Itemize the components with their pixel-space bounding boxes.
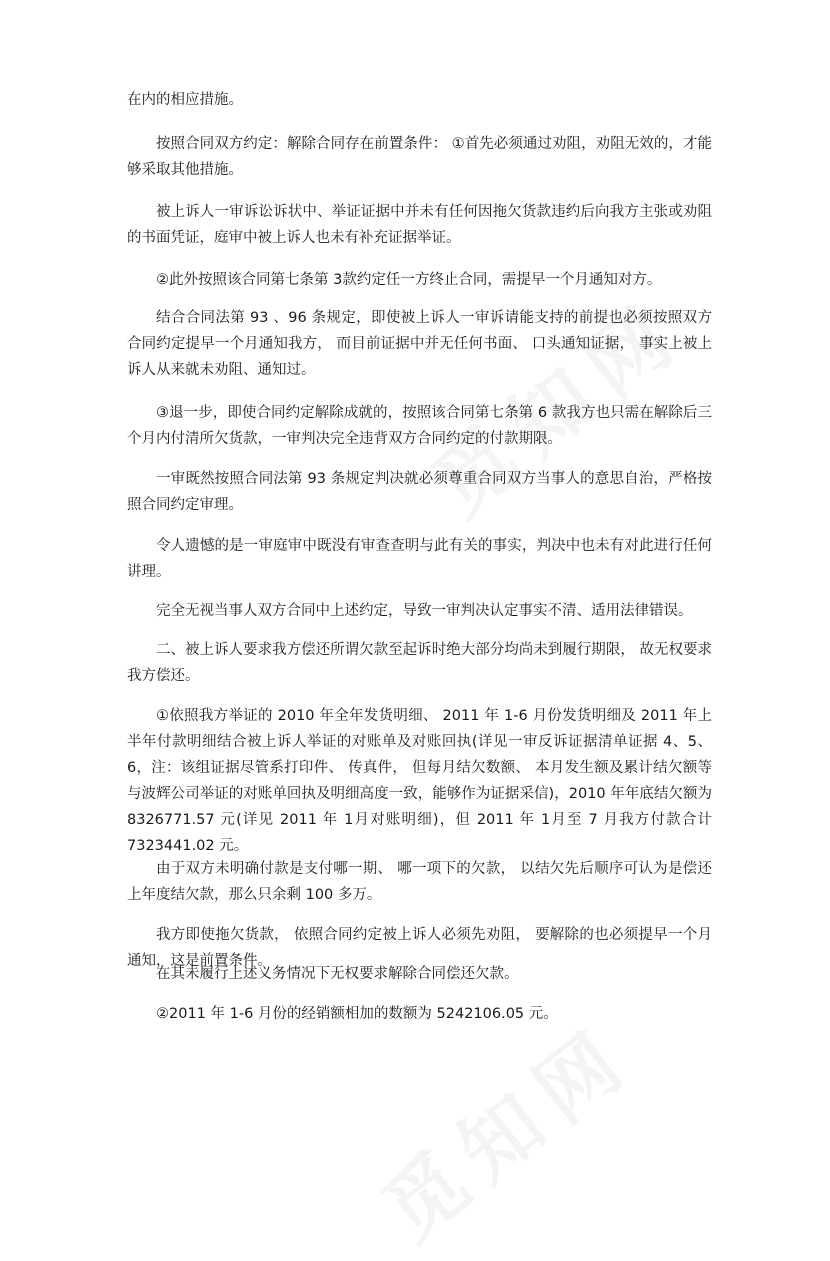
paragraph-15: ②2011 年 1-6 月份的经销额相加的数额为 5242106.05 元。 (156, 1006, 558, 1022)
paragraph-12: 由于双方未明确付款是支付哪一期、 哪一项下的欠款， 以结欠先后顺序可认为是偿还上年度结欠款，那么只余剩 100 多万。 (127, 861, 712, 903)
paragraph-1: 在内的相应措施。 (127, 92, 243, 108)
paragraph-3: 被上诉人一审诉讼诉状中、举证证据中并未有任何因拖欠货款违约后向我方主张或劝阻的书面凭证，庭审中被上诉人也未有补充证据举证。 (127, 204, 712, 246)
paragraph-11: ①依照我方举证的 2010 年全年发货明细、 2011 年 1-6 月份发货明细及 2011 年上半年付款明细结合被上诉人举证的对账单及对账回执(详见一审反诉证据清单证据 4、5、6，注：该组证据尽管系打印件、 传真件， 但每月结欠数额、 本月发生额及累计结欠额等与波辉公司举证的对账单回执及明细高度一致，能够作为证据采信)，2010 年年底结欠额为 8326771.57 元(详见 2011 年 1月对账明细)，但 2011 年 1月至 7 月我方付款合计 7323441.02 元。 (127, 708, 712, 854)
paragraph-10: 二、被上诉人要求我方偿还所谓欠款至起诉时绝大部分均尚未到履行期限， 故无权要求我方偿还。 (127, 642, 712, 684)
watermark-bottom (355, 994, 653, 1261)
paragraph-9: 完全无视当事人双方合同中上述约定，导致一审判决认定事实不清、适用法律错误。 (156, 603, 693, 619)
paragraph-2: 按照合同双方约定：解除合同存在前置条件： ①首先必须通过劝阻，劝阻无效的，才能够采取其他措施。 (127, 136, 712, 178)
paragraph-6: ③退一步，即使合同约定解除成就的，按照该合同第七条第 6 款我方也只需在解除后三个月内付清所欠货款，一审判决完全违背双方合同约定的付款期限。 (127, 405, 712, 447)
paragraph-7: 一审既然按照合同法第 93 条规定判决就必须尊重合同双方当事人的意思自治，严格按照合同约定审理。 (127, 471, 712, 513)
paragraph-14: 在其未履行上述义务情况下无权要求解除合同偿还欠款。 (156, 966, 519, 982)
paragraph-13: 我方即使拖欠货款， 依照合同约定被上诉人必须先劝阻， 要解除的也必须提早一个月通知，这是前置条件。 (127, 927, 712, 969)
paragraph-4: ②此外按照该合同第七条第 3款约定任一方终止合同，需提早一个月通知对方。 (156, 272, 662, 288)
paragraph-5: 结合合同法第 93 、96 条规定，即使被上诉人一审诉请能支持的前提也必须按照双方合同约定提早一个月通知我方， 而目前证据中并无任何书面、 口头通知证据， 事实上被上诉人从来就未劝阻、通知过。 (127, 310, 712, 378)
paragraph-8: 令人遗憾的是一审庭审中既没有审查查明与此有关的事实，判决中也未有对此进行任何讲理。 (127, 538, 712, 580)
